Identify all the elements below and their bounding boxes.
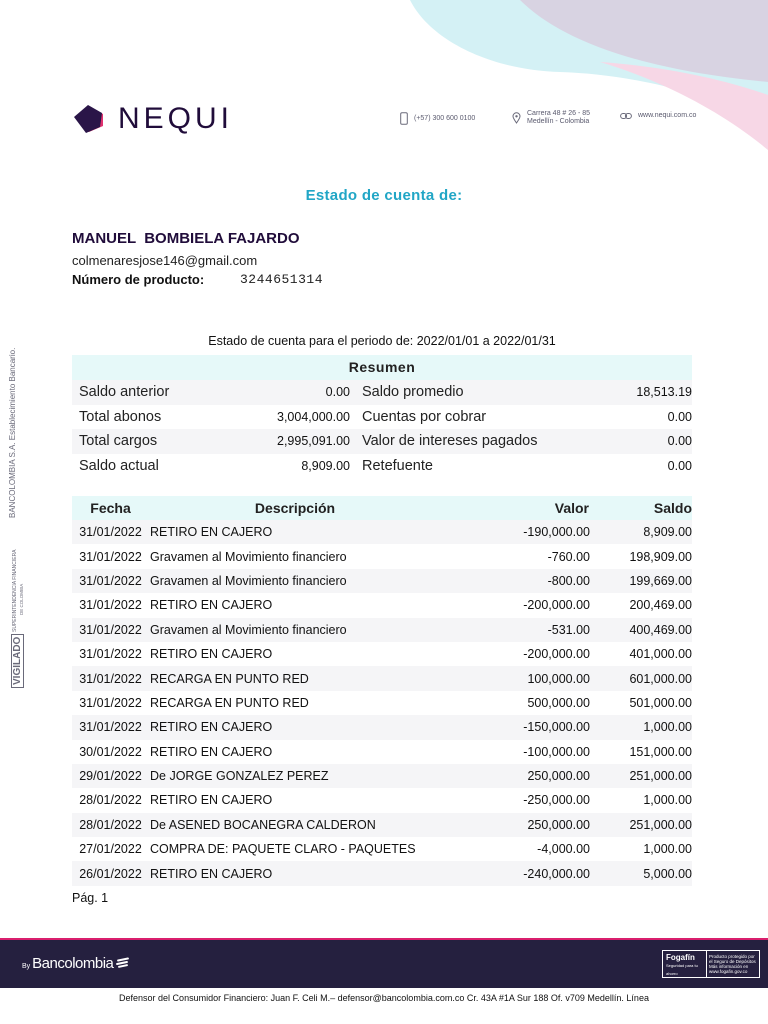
transaction-balance: 251,000.00	[629, 817, 692, 832]
fogafin-note	[706, 951, 759, 977]
transaction-row	[72, 861, 692, 885]
brand-wordmark: NEQUI	[118, 102, 234, 135]
transaction-description: RETIRO EN CAJERO	[150, 720, 273, 735]
summary-label: Retefuente	[362, 457, 433, 474]
transactions-body	[72, 520, 692, 886]
transaction-amount: 100,000.00	[527, 671, 590, 686]
product-number-value: 3244651314	[240, 272, 324, 287]
column-header-saldo: Saldo	[653, 500, 692, 516]
transaction-date: 31/01/2022	[79, 549, 142, 564]
summary-row	[72, 429, 692, 454]
transaction-description: RETIRO EN CAJERO	[150, 866, 273, 881]
transaction-amount: -200,000.00	[523, 647, 590, 662]
summary-label: Valor de intereses pagados	[362, 433, 538, 450]
transaction-row	[72, 740, 692, 764]
transaction-balance: 1,000.00	[643, 720, 692, 735]
transaction-amount: 250,000.00	[527, 769, 590, 784]
summary-value: 8,909.00	[301, 458, 350, 473]
transaction-description: De ASENED BOCANEGRA CALDERON	[150, 817, 376, 832]
phone-number: (+57) 300 600 0100	[414, 114, 476, 122]
transactions-header	[72, 496, 692, 520]
bank-legal-notice	[2, 347, 26, 522]
summary-label: Saldo actual	[79, 457, 159, 474]
fogafin-logo	[663, 951, 706, 977]
transaction-description: RECARGA EN PUNTO RED	[150, 671, 309, 686]
address-contact	[512, 110, 590, 126]
summary-row	[72, 405, 692, 430]
transaction-date: 31/01/2022	[79, 695, 142, 710]
transaction-description: RETIRO EN CAJERO	[150, 744, 273, 759]
bancolombia-wordmark: Bancolombia	[32, 955, 114, 972]
transaction-description: RETIRO EN CAJERO	[150, 793, 273, 808]
transaction-row	[72, 764, 692, 788]
transaction-date: 26/01/2022	[79, 866, 142, 881]
transaction-row	[72, 715, 692, 739]
transaction-balance: 251,000.00	[629, 769, 692, 784]
summary-label: Cuentas por cobrar	[362, 408, 487, 425]
transaction-balance: 8,909.00	[643, 525, 692, 540]
bancolombia-logo	[22, 955, 131, 972]
transaction-date: 30/01/2022	[79, 744, 142, 759]
consumer-defender-notice: Defensor del Consumidor Financiero: Juan F. Celi M.– defensor@bancolombia.com.co Cr. 43A #1A Sur 188 Of. v709 Medellín. Línea	[119, 993, 649, 1003]
phone-icon	[400, 112, 408, 125]
column-header-descripcion: Descripción	[254, 500, 336, 516]
transaction-amount: -150,000.00	[523, 720, 590, 735]
transaction-date: 31/01/2022	[79, 573, 142, 588]
summary-label: Saldo anterior	[79, 384, 170, 401]
transaction-amount: -200,000.00	[523, 598, 590, 613]
summary-table	[72, 355, 692, 478]
transaction-amount: -250,000.00	[523, 793, 590, 808]
transaction-description: RECARGA EN PUNTO RED	[150, 695, 309, 710]
transaction-row	[72, 788, 692, 812]
transaction-date: 31/01/2022	[79, 647, 142, 662]
transaction-row	[72, 642, 692, 666]
transaction-row	[72, 618, 692, 642]
transaction-amount: -240,000.00	[523, 866, 590, 881]
transaction-date: 28/01/2022	[79, 817, 142, 832]
transaction-row	[72, 666, 692, 690]
transaction-row	[72, 837, 692, 861]
summary-value: 0.00	[667, 409, 692, 424]
summary-label: Total cargos	[79, 433, 158, 450]
transaction-row	[72, 544, 692, 568]
page-number: Pág. 1	[72, 891, 109, 905]
transaction-description: Gravamen al Movimiento financiero	[150, 549, 347, 564]
de-colombia-text: DE COLOMBIA	[19, 583, 24, 615]
client-name: MANUEL BOMBIELA FAJARDO	[72, 230, 300, 247]
transaction-date: 27/01/2022	[79, 842, 142, 857]
transaction-amount: 500,000.00	[527, 695, 590, 710]
nequi-logo-icon	[72, 102, 108, 136]
bancolombia-mark-icon	[115, 956, 131, 968]
transaction-description: Gravamen al Movimiento financiero	[150, 573, 347, 588]
summary-value: 18,513.19	[636, 385, 692, 400]
summary-label: Total abonos	[79, 408, 162, 425]
transaction-date: 31/01/2022	[79, 622, 142, 637]
client-email: colmenaresjose146@gmail.com	[72, 253, 258, 268]
nequi-logo	[72, 102, 233, 136]
summary-value: 0.00	[667, 458, 692, 473]
transaction-description: RETIRO EN CAJERO	[150, 525, 273, 540]
transaction-amount: -531.00	[547, 622, 590, 637]
column-header-valor: Valor	[554, 500, 589, 516]
transaction-amount: -760.00	[547, 549, 590, 564]
statement-period: Estado de cuenta para el periodo de: 2022/01/01 a 2022/01/31	[208, 334, 556, 348]
transaction-balance: 151,000.00	[629, 744, 692, 759]
transaction-balance: 1,000.00	[643, 793, 692, 808]
fogafin-url: Más información en www.fogafin.gov.co	[709, 964, 749, 974]
fogafin-badge	[662, 950, 760, 978]
transaction-description: COMPRA DE: PAQUETE CLARO - PAQUETES	[150, 842, 416, 857]
vigilado-seal	[2, 540, 26, 690]
transaction-balance: 401,000.00	[629, 647, 692, 662]
bank-notice-text: BANCOLOMBIA S.A. Establecimiento Bancario.	[8, 347, 17, 518]
transaction-date: 31/01/2022	[79, 671, 142, 686]
transaction-date: 31/01/2022	[79, 525, 142, 540]
transaction-description: RETIRO EN CAJERO	[150, 598, 273, 613]
transaction-balance: 198,909.00	[629, 549, 692, 564]
transaction-row	[72, 813, 692, 837]
summary-value: 0.00	[667, 434, 692, 449]
transaction-date: 31/01/2022	[79, 720, 142, 735]
by-label: By	[22, 963, 31, 970]
website-link[interactable]: www.nequi.com.co	[638, 112, 697, 119]
address-line-1: Carrera 48 # 26 - 85	[527, 110, 591, 117]
transaction-row	[72, 593, 692, 617]
transaction-amount: -800.00	[547, 573, 590, 588]
transaction-date: 29/01/2022	[79, 769, 142, 784]
product-number-label: Número de producto:	[72, 272, 205, 287]
summary-row	[72, 380, 692, 405]
transaction-amount: -190,000.00	[523, 525, 590, 540]
transaction-balance: 601,000.00	[629, 671, 692, 686]
transaction-balance: 199,669.00	[629, 573, 692, 588]
summary-label: Saldo promedio	[362, 384, 464, 401]
transaction-row	[72, 569, 692, 593]
website-contact	[620, 112, 696, 120]
summary-heading: Resumen	[72, 355, 692, 380]
phone-contact	[400, 112, 475, 125]
footer-bar	[0, 938, 768, 988]
transaction-date: 28/01/2022	[79, 793, 142, 808]
transaction-description: Gravamen al Movimiento financiero	[150, 622, 347, 637]
transaction-balance: 501,000.00	[629, 695, 692, 710]
transactions-table	[72, 496, 692, 886]
document-title: Estado de cuenta de:	[305, 187, 463, 204]
summary-value: 2,995,091.00	[277, 434, 350, 449]
transaction-balance: 200,469.00	[629, 598, 692, 613]
transaction-row	[72, 691, 692, 715]
vigilado-text: VIGILADO	[11, 634, 24, 688]
transaction-balance: 400,469.00	[629, 622, 692, 637]
column-header-fecha: Fecha	[90, 500, 131, 516]
transaction-description: RETIRO EN CAJERO	[150, 647, 273, 662]
summary-value: 0.00	[325, 385, 350, 400]
fogafin-tagline: Seguridad para tu ahorro	[666, 963, 698, 976]
summary-value: 3,004,000.00	[277, 409, 350, 424]
transaction-row	[72, 520, 692, 544]
transaction-balance: 5,000.00	[643, 866, 692, 881]
fogafin-name: Fogafín	[666, 953, 695, 962]
superintendencia-text: SUPERINTENDENCIA FINANCIERA	[12, 549, 18, 632]
transaction-amount: 250,000.00	[527, 817, 590, 832]
fogafin-note-text: Producto protegido por el Seguro de Depósitos	[709, 954, 756, 964]
location-pin-icon	[512, 112, 521, 124]
link-icon	[620, 112, 632, 120]
transaction-description: De JORGE GONZALEZ PEREZ	[150, 769, 329, 784]
address-line-2: Medellín - Colombia	[527, 118, 590, 125]
transaction-balance: 1,000.00	[643, 842, 692, 857]
transaction-amount: -4,000.00	[537, 842, 590, 857]
transaction-amount: -100,000.00	[523, 744, 590, 759]
transaction-date: 31/01/2022	[79, 598, 142, 613]
summary-row	[72, 454, 692, 479]
